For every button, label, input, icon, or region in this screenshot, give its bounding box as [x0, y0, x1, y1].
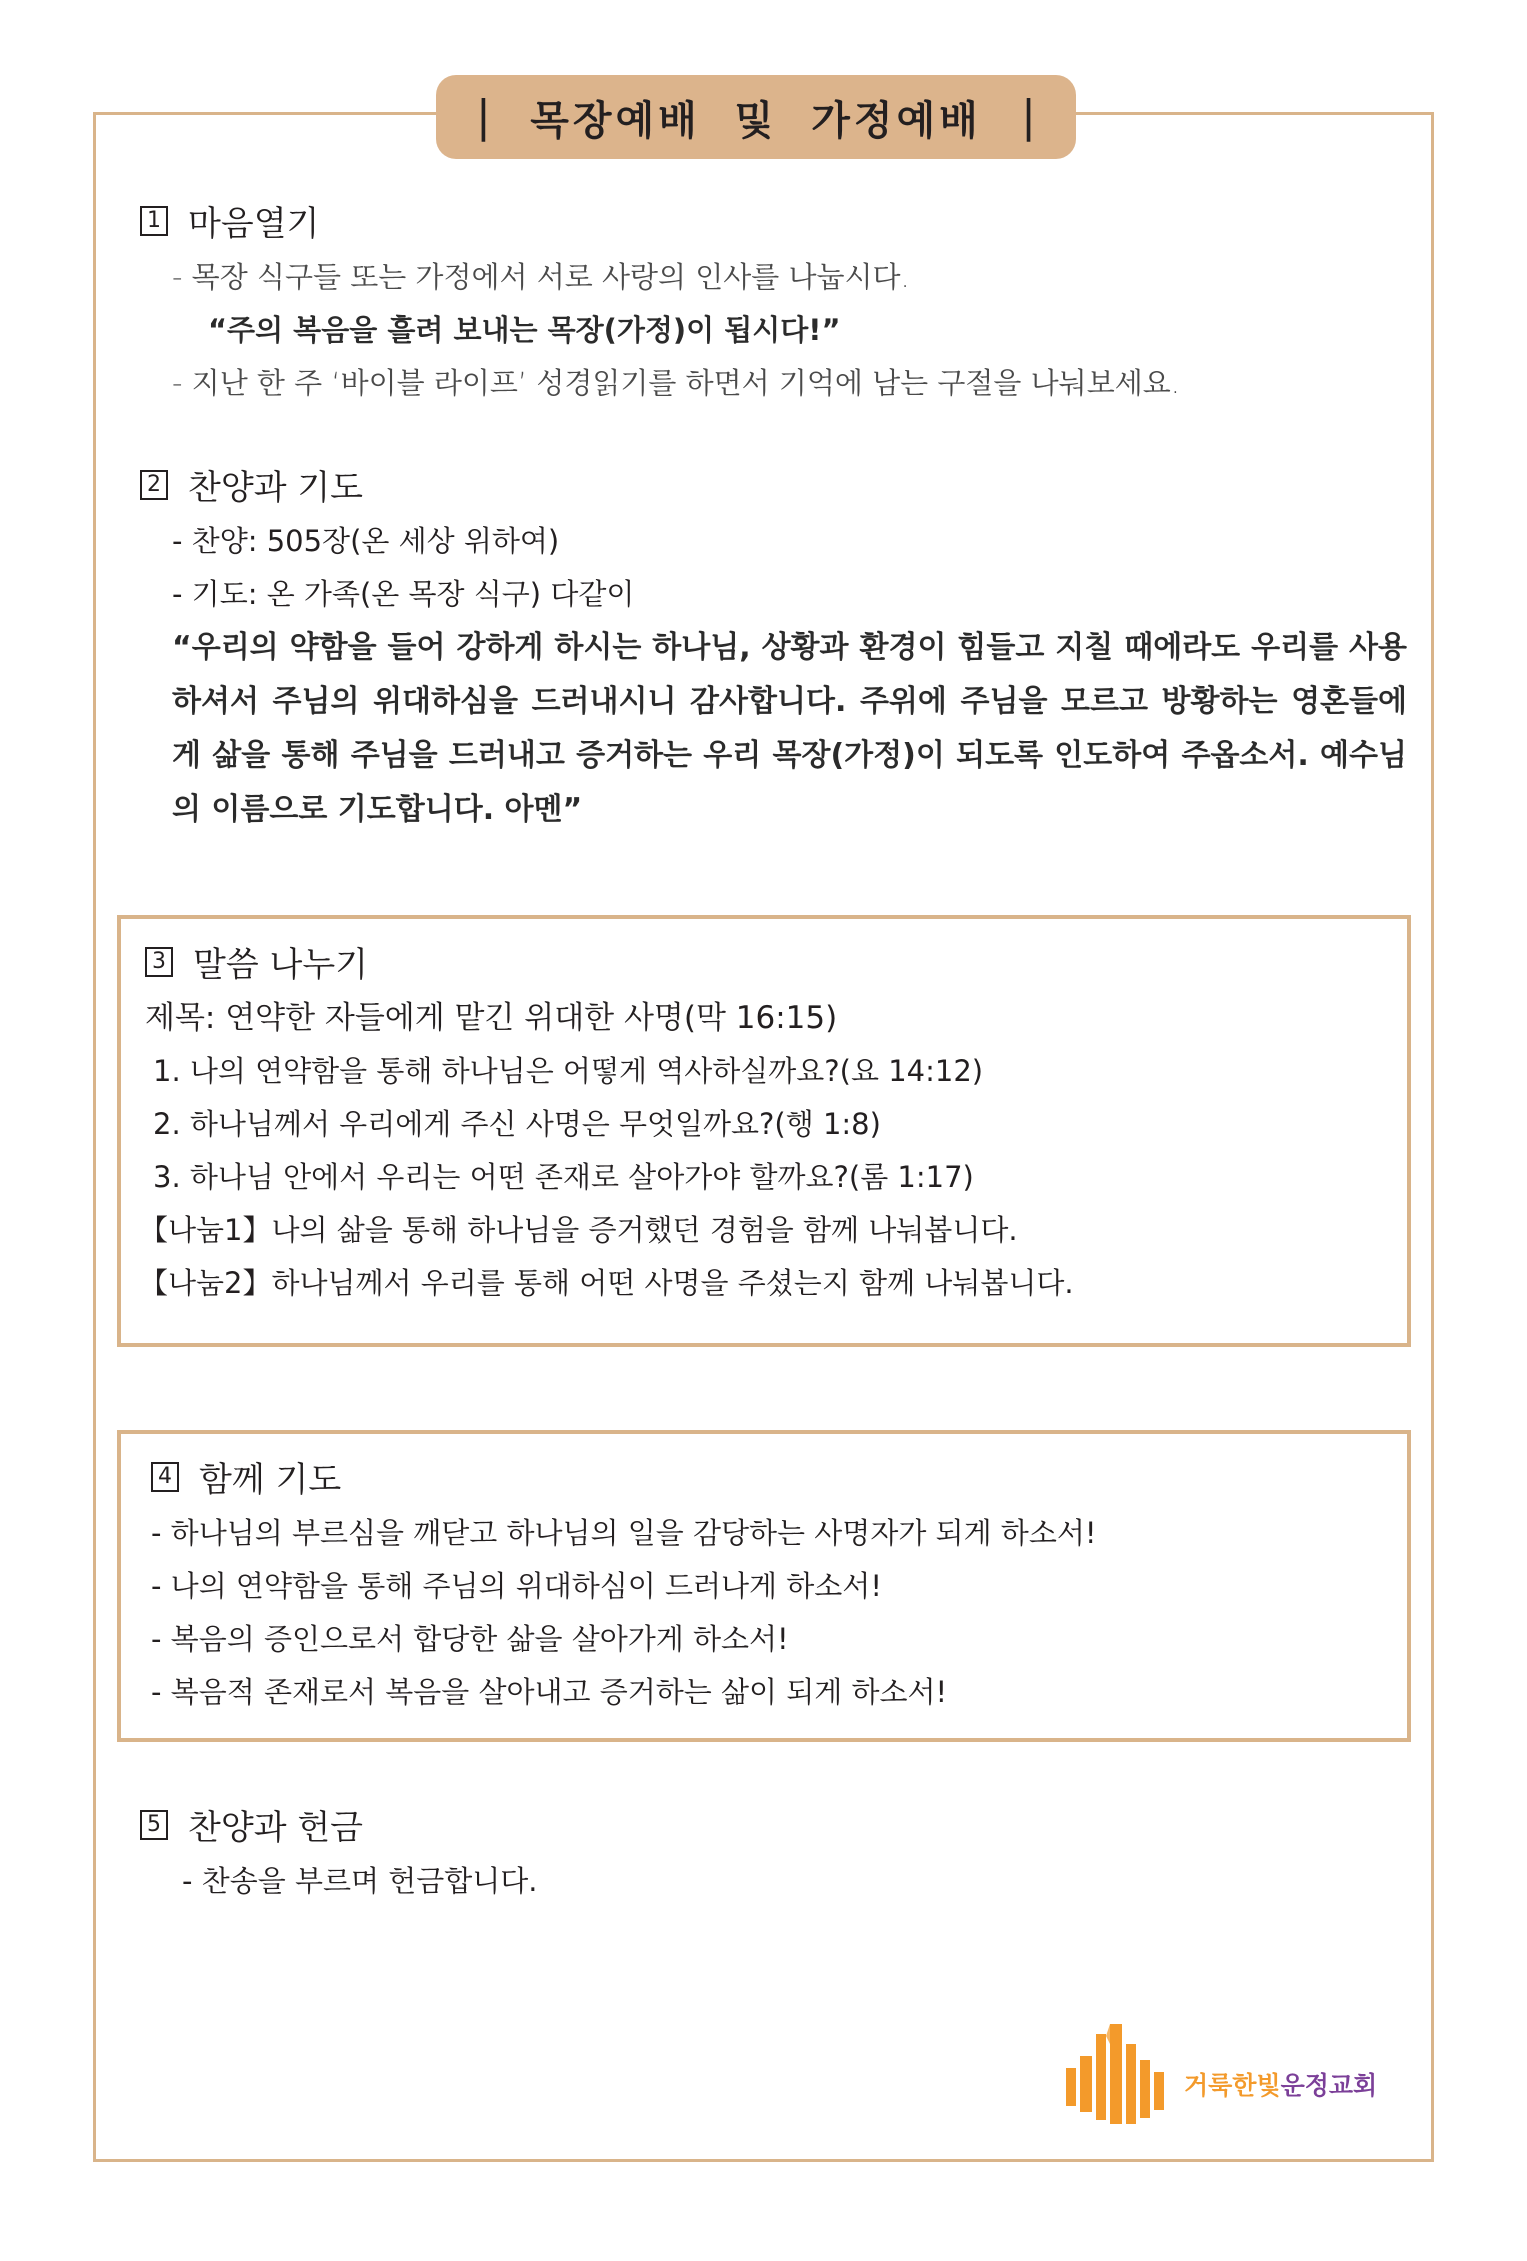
title-divider-left: |: [476, 91, 491, 142]
section-heading: [140, 460, 1407, 509]
section-title: 찬양과 기도: [188, 468, 364, 508]
section-number: 5: [140, 1810, 168, 1840]
sermon-subject: 제목: 연약한 자들에게 맡긴 위대한 사명(막 16:15): [145, 1000, 838, 1036]
section-heading: [140, 196, 1180, 245]
section-number: 2: [140, 470, 168, 500]
section-number: 1: [140, 206, 168, 236]
hymn-line: - 찬양: 505장(온 세상 위하여): [172, 524, 560, 558]
greeting-line: - 목장 식구들 또는 가정에서 서로 사랑의 인사를 나눕시다.: [172, 260, 910, 294]
prayer-text: “우리의 약함을 들어 강하게 하시는 하나님, 상황과 환경이 힘들고 지칠 때에라도 우리를 사용하셔서 주님의 위대하심을 드러내시니 감사합니다. 주위에 주님을 모르고 방황하는 영혼들에게 삶을 통해 주님을 드러내고 증거하는 우리 목장(가정)이 되도록 인도하여 주옵소서. 예수님의 이름으로 기도합니다. 아멘”: [172, 630, 1407, 827]
section-open-heart: [140, 196, 1180, 410]
question-3: 3. 하나님 안에서 우리는 어떤 존재로 살아가야 할까요?(롬 1:17): [153, 1160, 974, 1194]
section-heading: [145, 937, 1074, 986]
section-pray-together-box: [117, 1430, 1411, 1742]
section-title: 말씀 나누기: [193, 945, 369, 985]
section-number: 4: [151, 1462, 179, 1492]
offering-line: - 찬송을 부르며 헌금합니다.: [182, 1864, 538, 1898]
section-word-sharing-box: [117, 915, 1411, 1347]
section-heading: [151, 1452, 1096, 1501]
motto-quote: “주의 복음을 흘려 보내는 목장(가정)이 됩시다!”: [208, 313, 841, 347]
bible-life-line: - 지난 한 주 ‘바이블 라이프’ 성경읽기를 하면서 기억에 남는 구절을 나눠보세요.: [172, 366, 1180, 400]
section-praise-offering: [140, 1800, 538, 1908]
section-number: 3: [145, 947, 173, 977]
page-title: 목장예배 및 가정예배: [530, 97, 982, 144]
page-title-tab: [436, 75, 1076, 159]
share-prompt-2: 【나눔2】하나님께서 우리를 통해 어떤 사명을 주셨는지 함께 나눠봅니다.: [139, 1266, 1074, 1300]
section-heading: [140, 1800, 538, 1849]
share-prompt-1: 【나눔1】나의 삶을 통해 하나님을 증거했던 경험을 함께 나눠봅니다.: [139, 1213, 1018, 1247]
logo-text-purple: 운정교회: [1280, 2071, 1378, 2100]
title-divider-right: |: [1021, 91, 1036, 142]
question-2: 2. 하나님께서 우리에게 주신 사명은 무엇일까요?(행 1:8): [153, 1107, 881, 1141]
logo-text-orange: 거룩한빛: [1184, 2071, 1281, 2100]
section-title: 함께 기도: [199, 1460, 342, 1500]
section-praise-prayer: [140, 460, 1407, 837]
church-logo: [1066, 2024, 1412, 2128]
prayer-item-4: - 복음적 존재로서 복음을 살아내고 증거하는 삶이 되게 하소서!: [151, 1675, 948, 1709]
section-title: 마음열기: [188, 204, 320, 244]
question-1: 1. 나의 연약함을 통해 하나님은 어떻게 역사하실까요?(요 14:12): [153, 1054, 984, 1088]
section-title: 찬양과 헌금: [188, 1808, 364, 1848]
prayer-intro: - 기도: 온 가족(온 목장 식구) 다같이: [172, 577, 635, 611]
prayer-item-3: - 복음의 증인으로서 합당한 삶을 살아가게 하소서!: [151, 1622, 789, 1656]
prayer-item-2: - 나의 연약함을 통해 주님의 위대하심이 드러나게 하소서!: [151, 1569, 882, 1603]
prayer-item-1: - 하나님의 부르심을 깨닫고 하나님의 일을 감당하는 사명자가 되게 하소서!: [151, 1516, 1097, 1550]
